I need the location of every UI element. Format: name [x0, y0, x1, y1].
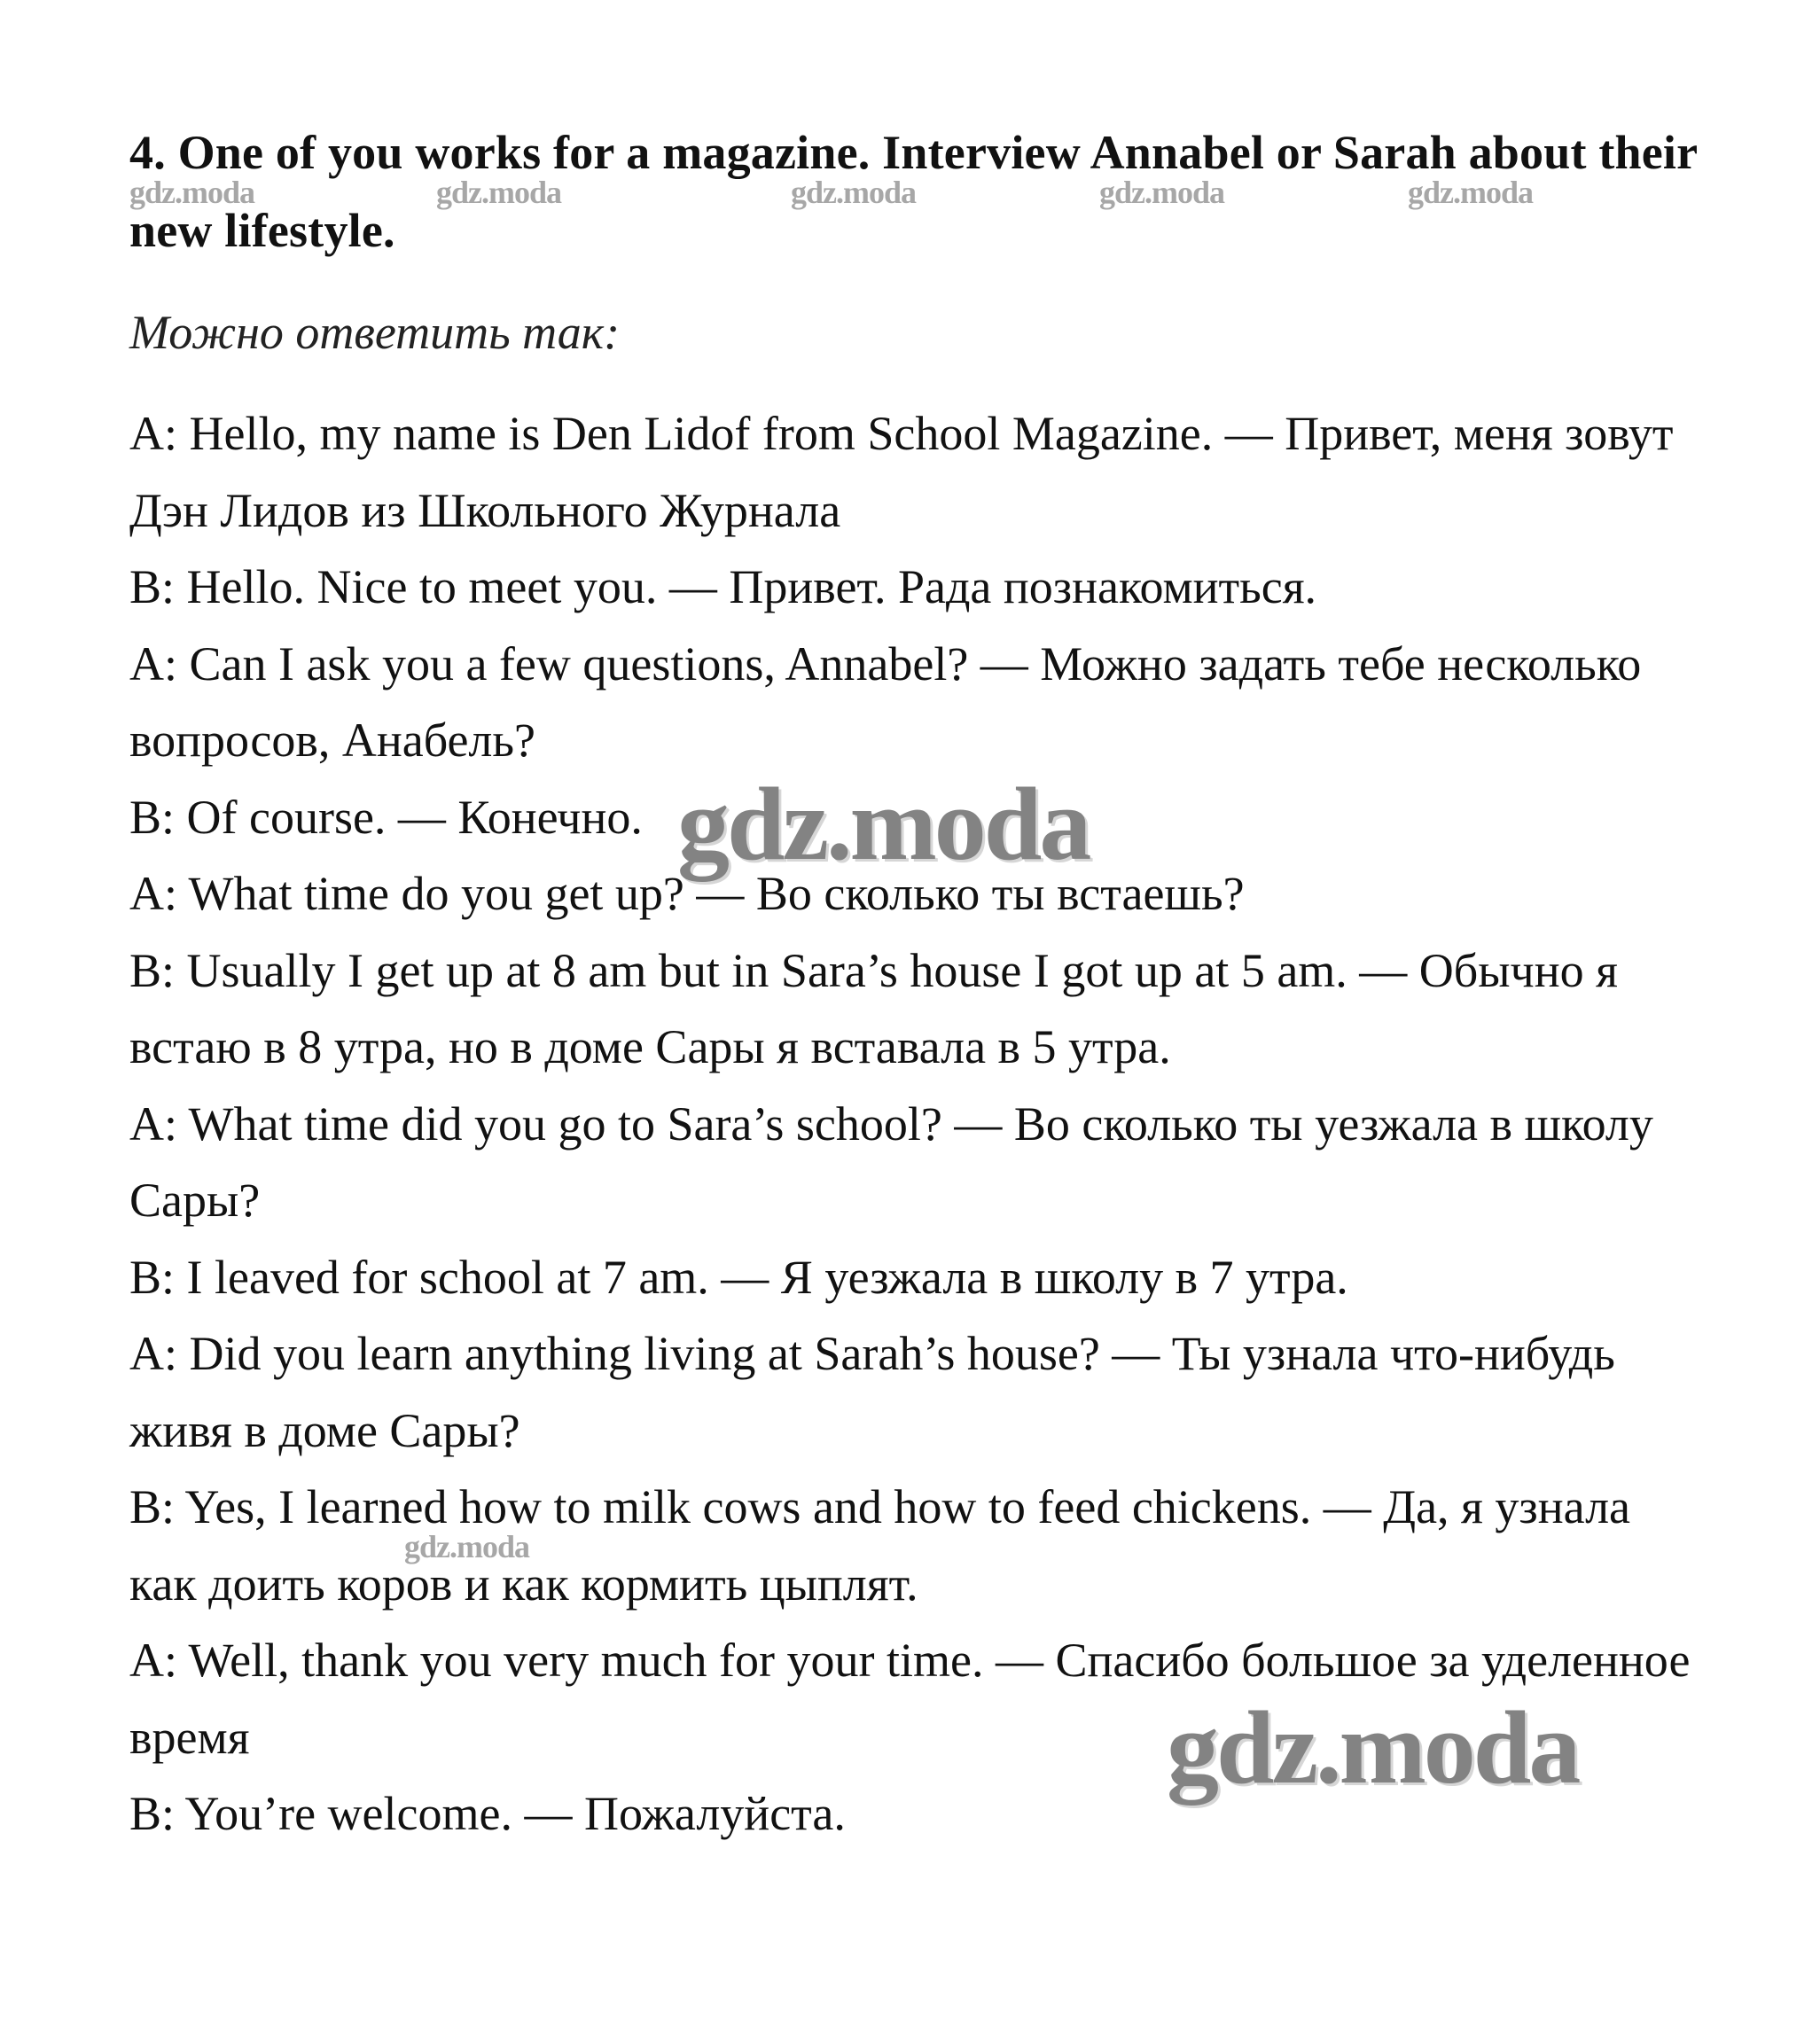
task-title: 4. One of you works for a magazine. Interview Annabel or Sarah about their new lifestyle. — [129, 126, 1698, 257]
watermark-small: gdz.moda — [404, 1529, 530, 1564]
dialog-line: A: What time do you get up? — Во сколько ты встаешь? — [129, 867, 1245, 920]
dialog-line: B: You’re welcome. — Пожалуйста. — [129, 1787, 846, 1840]
dialog-line: B: Of course. — Конечно. — [129, 790, 643, 844]
dialog-line: A: Hello, my name is Den Lidof from School Magazine. — Привет, меня зовут Дэн Лидов из Школьного Журнала — [129, 407, 1674, 537]
watermark-small: gdz.moda — [1099, 175, 1225, 210]
watermark-large: gdz.moda — [677, 766, 1090, 882]
watermark-small: gdz.moda — [129, 175, 255, 210]
intro-text: Можно ответить так: — [129, 306, 621, 359]
document-page — [129, 113, 1699, 1853]
dialog — [129, 395, 1699, 1853]
dialog-line: B: Yes, I learned how to milk cows and how to feed chickens. — Да, я узнала как доить коров и как кормить цыплят. — [129, 1480, 1630, 1611]
watermark-small: gdz.moda — [1408, 175, 1534, 210]
dialog-line: B: Usually I get up at 8 am but in Sara’s house I got up at 5 am. — Обычно я встаю в 8 утра, но в доме Сары я вставала в 5 утра. — [129, 943, 1618, 1073]
dialog-line: B: I leaved for school at 7 am. — Я уезжала в школу в 7 утра. — [129, 1250, 1348, 1304]
dialog-line: A: Did you learn anything living at Sarah’s house? — Ты узнала что-нибудь живя в доме Сары? — [129, 1327, 1615, 1457]
dialog-line: B: Hello. Nice to meet you. — Привет. Рада познакомиться. — [129, 560, 1317, 613]
watermark-small: gdz.moda — [791, 175, 917, 210]
dialog-line: A: Well, thank you very much for your time. — Спасибо большое за уделенное время — [129, 1634, 1691, 1764]
watermark-large: gdz.moda — [1167, 1689, 1579, 1806]
dialog-line: A: What time did you go to Sara’s school? — Во сколько ты уезжала в школу Сары? — [129, 1096, 1653, 1227]
watermark-small: gdz.moda — [436, 175, 562, 210]
dialog-line: A: Can I ask you a few questions, Annabel? — Можно задать тебе несколько вопросов, Анабель? — [129, 636, 1642, 767]
